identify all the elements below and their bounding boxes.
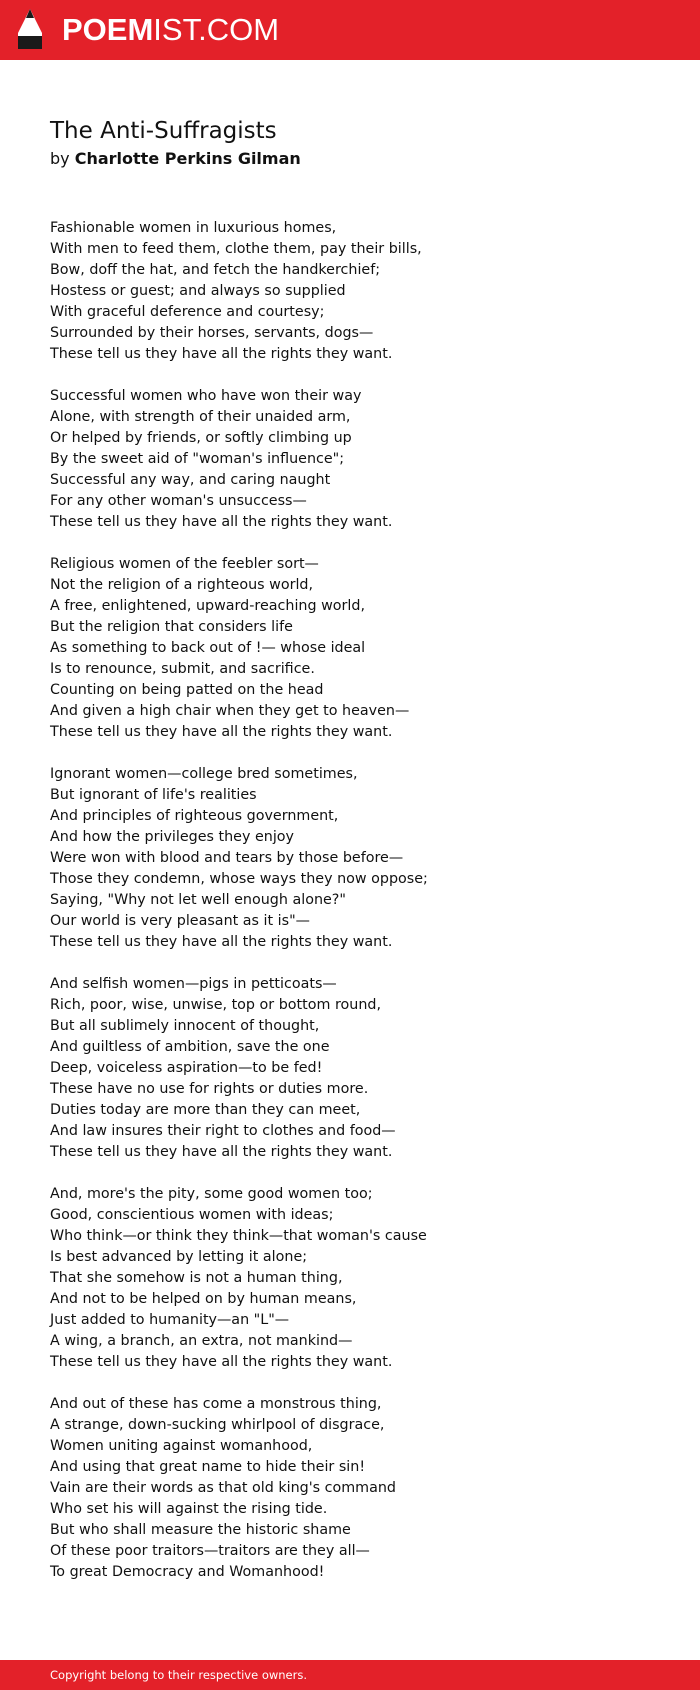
poem-line: Successful women who have won their way — [50, 388, 362, 404]
poem-byline — [50, 148, 301, 170]
poem-line: Of these poor traitors—traitors are they all— — [50, 1543, 370, 1559]
poem-line: And, more's the pity, some good women too; — [50, 1186, 373, 1202]
poem-line: And out of these has come a monstrous thing, — [50, 1396, 382, 1412]
site-header — [0, 0, 700, 60]
poem-line: As something to back out of !— whose ideal — [50, 640, 366, 656]
poem-line: But ignorant of life's realities — [50, 787, 257, 803]
site-footer — [0, 1660, 700, 1690]
poem-line: Our world is very pleasant as it is"— — [50, 913, 310, 929]
by-label: by — [50, 149, 70, 168]
poem-line: Bow, doff the hat, and fetch the handkerchief; — [50, 262, 381, 278]
poem-line: With graceful deference and courtesy; — [50, 304, 325, 320]
poem-line: Successful any way, and caring naught — [50, 472, 331, 488]
poem-line: Saying, "Why not let well enough alone?" — [50, 892, 346, 908]
author-name[interactable]: Charlotte Perkins Gilman — [74, 149, 301, 168]
poem-line: Alone, with strength of their unaided arm, — [50, 409, 351, 425]
poem-line: And law insures their right to clothes and food— — [50, 1123, 396, 1139]
poem-line: Surrounded by their horses, servants, dogs— — [50, 325, 374, 341]
poem-line: And principles of righteous government, — [50, 808, 339, 824]
poem-line: Vain are their words as that old king's command — [50, 1480, 397, 1496]
poem-line: These tell us they have all the rights they want. — [50, 724, 393, 740]
poem-line: A wing, a branch, an extra, not mankind— — [50, 1333, 353, 1349]
poem-line: Hostess or guest; and always so supplied — [50, 283, 346, 299]
poem-stanza — [50, 554, 428, 743]
poem-line: And selfish women—pigs in petticoats— — [50, 976, 337, 992]
poem-line: A free, enlightened, upward-reaching world, — [50, 598, 366, 614]
brand-name-light: IST.COM — [153, 12, 280, 47]
poem-stanza — [50, 218, 428, 365]
poem-line: Counting on being patted on the head — [50, 682, 324, 698]
poem-line: Duties today are more than they can meet, — [50, 1102, 361, 1118]
poem-line: Is to renounce, submit, and sacrifice. — [50, 661, 315, 677]
poem-title: The Anti-Suffragists — [50, 118, 277, 144]
copyright-notice: Copyright belong to their respective owners. — [50, 1668, 308, 1682]
poem-line: These tell us they have all the rights they want. — [50, 346, 393, 362]
poem-line: Fashionable women in luxurious homes, — [50, 220, 337, 236]
poem-stanza — [50, 1184, 428, 1373]
poem-stanza — [50, 386, 428, 533]
poem-line: But who shall measure the historic shame — [50, 1522, 351, 1538]
poem-line: A strange, down-sucking whirlpool of disgrace, — [50, 1417, 385, 1433]
poem-line: Good, conscientious women with ideas; — [50, 1207, 334, 1223]
poem-stanza — [50, 1394, 428, 1583]
poem-line: That she somehow is not a human thing, — [50, 1270, 343, 1286]
poem-line: And given a high chair when they get to heaven— — [50, 703, 410, 719]
poem-line: Religious women of the feebler sort— — [50, 556, 319, 572]
poem-line: Just added to humanity—an "L"— — [50, 1312, 290, 1328]
poem-line: Or helped by friends, or softly climbing up — [50, 430, 352, 446]
poem-line: These tell us they have all the rights they want. — [50, 514, 393, 530]
pencil-tip-icon[interactable] — [15, 7, 45, 53]
brand-name-bold: POEM — [62, 12, 154, 47]
poem-line: Were won with blood and tears by those before— — [50, 850, 404, 866]
poem-line: Deep, voiceless aspiration—to be fed! — [50, 1060, 323, 1076]
poem-line: By the sweet aid of "woman's influence"; — [50, 451, 345, 467]
poem-line: Ignorant women—college bred sometimes, — [50, 766, 358, 782]
poem-line: But the religion that considers life — [50, 619, 293, 635]
poem-line: With men to feed them, clothe them, pay their bills, — [50, 241, 422, 257]
poem-line: And not to be helped on by human means, — [50, 1291, 357, 1307]
poem-line: These have no use for rights or duties more. — [50, 1081, 369, 1097]
poem-line: Rich, poor, wise, unwise, top or bottom round, — [50, 997, 382, 1013]
poem-stanza — [50, 764, 428, 953]
poem-line: And how the privileges they enjoy — [50, 829, 295, 845]
poem-line: Who set his will against the rising tide. — [50, 1501, 328, 1517]
poem-line: To great Democracy and Womanhood! — [50, 1564, 325, 1580]
poem-line: Those they condemn, whose ways they now oppose; — [50, 871, 428, 887]
poem-line: These tell us they have all the rights they want. — [50, 934, 393, 950]
poem-line: Is best advanced by letting it alone; — [50, 1249, 308, 1265]
site-logo-link[interactable] — [62, 11, 279, 49]
poem-line: Women uniting against womanhood, — [50, 1438, 313, 1454]
poem-line: And using that great name to hide their sin! — [50, 1459, 366, 1475]
poem-line: And guiltless of ambition, save the one — [50, 1039, 330, 1055]
poem-body — [50, 218, 428, 1604]
poem-line: Not the religion of a righteous world, — [50, 577, 314, 593]
poem-line: Who think—or think they think—that woman's cause — [50, 1228, 427, 1244]
poem-line: These tell us they have all the rights they want. — [50, 1144, 393, 1160]
poem-line: For any other woman's unsuccess— — [50, 493, 307, 509]
poem-stanza — [50, 974, 428, 1163]
poem-line: These tell us they have all the rights they want. — [50, 1354, 393, 1370]
poem-line: But all sublimely innocent of thought, — [50, 1018, 320, 1034]
